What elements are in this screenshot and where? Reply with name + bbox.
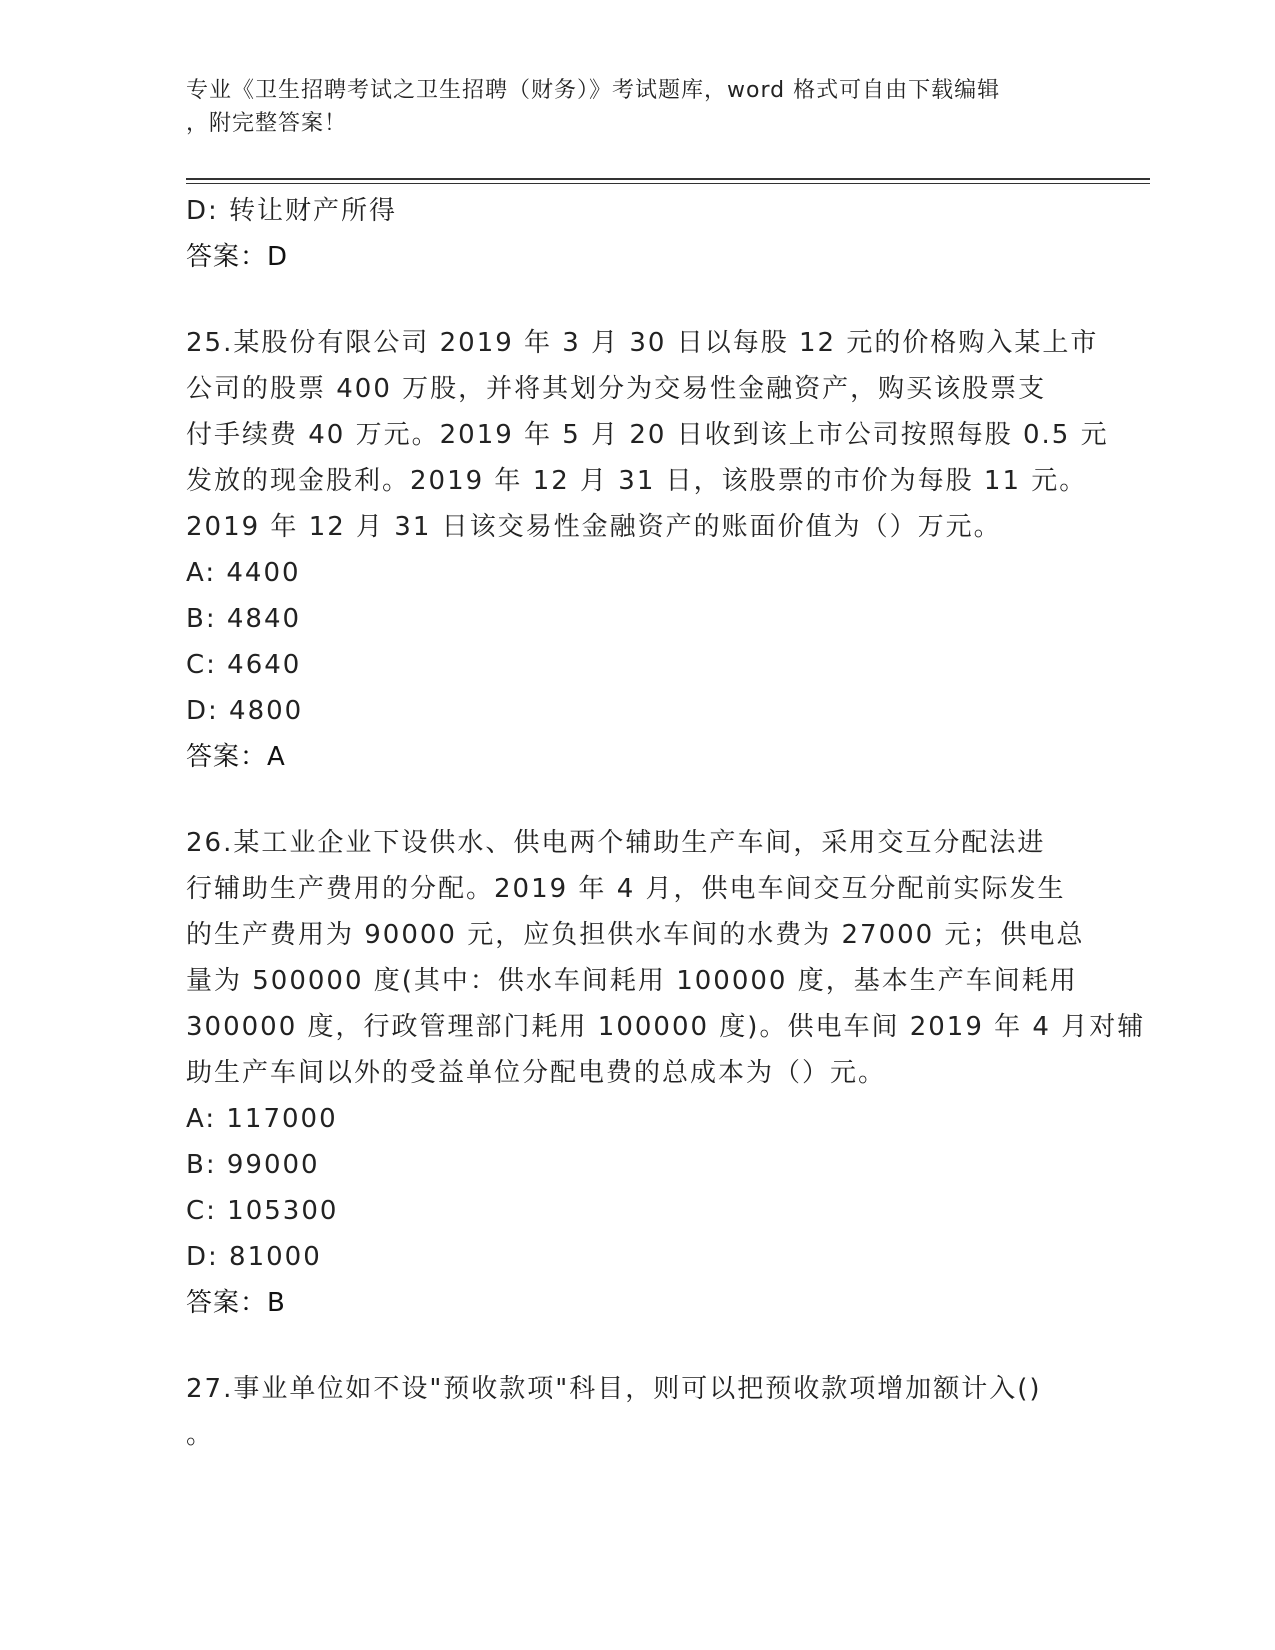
question-text-line: 300000 度，行政管理部门耗用 100000 度)。供电车间 2019 年 4 月对辅 — [186, 1012, 1146, 1042]
question-text-line: 。 — [186, 1420, 215, 1450]
question-27 — [186, 1366, 1086, 1458]
option-d: D: 81000 — [186, 1242, 322, 1272]
question-text-line: 公司的股票 400 万股，并将其划分为交易性金融资产，购买该股票支 — [186, 374, 1047, 404]
spacer — [186, 780, 1086, 820]
answer-line: 答案：B — [186, 1288, 286, 1318]
question-26 — [186, 820, 1146, 1326]
document-body — [186, 188, 1146, 1458]
question-text-line: 付手续费 40 万元。2019 年 5 月 20 日收到该上市公司按照每股 0.5 元 — [186, 420, 1109, 450]
question-25 — [186, 320, 1109, 780]
question-text-line: 助生产车间以外的受益单位分配电费的总成本为（）元。 — [186, 1058, 887, 1088]
question-text-line: 2019 年 12 月 31 日该交易性金融资产的账面价值为（）万元。 — [186, 512, 1002, 542]
option-a: A: 117000 — [186, 1104, 338, 1134]
option-a: A: 4400 — [186, 558, 301, 588]
option-c: C: 4640 — [186, 650, 302, 680]
question-text-line: 27.事业单位如不设"预收款项"科目，则可以把预收款项增加额计入() — [186, 1374, 1042, 1404]
question-text-line: 量为 500000 度(其中：供水车间耗用 100000 度，基本生产车间耗用 — [186, 966, 1078, 996]
header-line-1: 专业《卫生招聘考试之卫生招聘（财务）》考试题库，word 格式可自由下载编辑 — [186, 78, 1001, 103]
question-text-line: 发放的现金股利。2019 年 12 月 31 日，该股票的市价为每股 11 元。 — [186, 466, 1088, 496]
question-text-line: 行辅助生产费用的分配。2019 年 4 月，供电车间交互分配前实际发生 — [186, 874, 1066, 904]
document-header — [186, 74, 1086, 140]
spacer — [186, 280, 1086, 320]
header-divider-thick — [186, 178, 1150, 180]
answer-line: 答案：A — [186, 742, 286, 772]
header-divider-thin — [186, 183, 1150, 184]
previous-question-tail — [186, 188, 1086, 280]
answer-line: 答案：D — [186, 242, 289, 272]
option-b: B: 4840 — [186, 604, 302, 634]
spacer — [186, 1326, 1086, 1366]
question-text-line: 26.某工业企业下设供水、供电两个辅助生产车间，采用交互分配法进 — [186, 828, 1046, 858]
option-d: D: 转让财产所得 — [186, 196, 398, 226]
option-d: D: 4800 — [186, 696, 304, 726]
option-b: B: 99000 — [186, 1150, 320, 1180]
option-c: C: 105300 — [186, 1196, 339, 1226]
header-line-2: ，附完整答案！ — [186, 111, 348, 136]
question-text-line: 25.某股份有限公司 2019 年 3 月 30 日以每股 12 元的价格购入某上市 — [186, 328, 1099, 358]
question-text-line: 的生产费用为 90000 元，应负担供水车间的水费为 27000 元；供电总 — [186, 920, 1085, 950]
